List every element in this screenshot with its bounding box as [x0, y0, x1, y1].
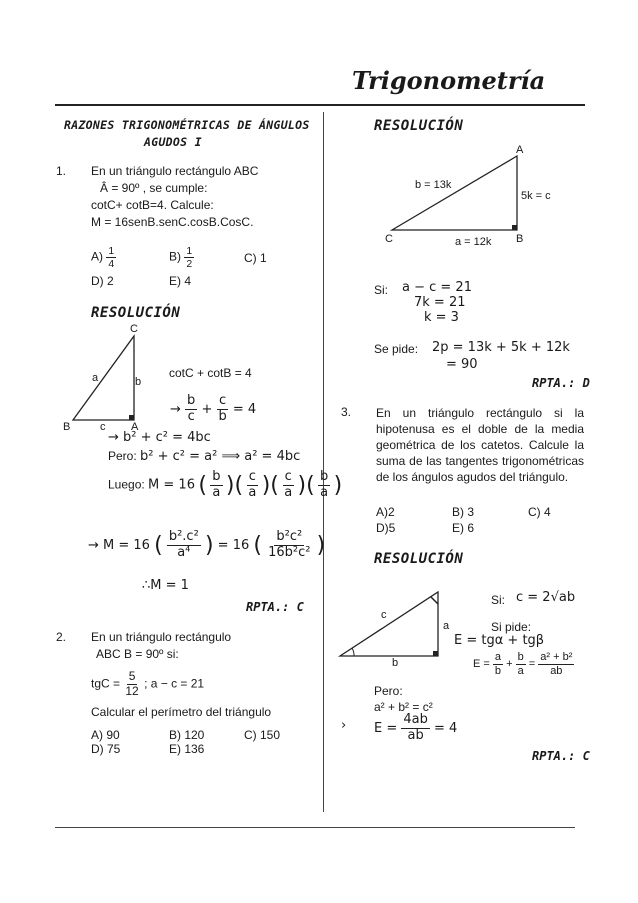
p2-triangle-diagram	[380, 150, 530, 240]
p2-number: 2.	[56, 630, 67, 644]
section-title-line2: AGUDOS I	[144, 135, 202, 149]
p2-side-b: b = 13k	[415, 179, 452, 191]
p1-number: 1.	[56, 164, 67, 178]
p3-si-label: Si:	[491, 593, 506, 607]
p2-rpta: RPTA.: D	[532, 376, 590, 390]
p1-m-expression: → M = 16 ( $\frac{\text{b².c²}}{\text{a⁴}}$ ) = 16 ( $\frac{\text{b²c²}}{\text{16b²c²}}$ )	[88, 529, 326, 560]
p1-line2: Â = 90º , se cumple:	[100, 181, 208, 195]
p1-side-b: b	[135, 376, 142, 388]
p1-vertex-a: A	[131, 421, 139, 433]
p3-option-c: C) 4	[528, 505, 551, 519]
p2-si-2: 7k = 21	[414, 295, 466, 310]
p1-line4: M = 16senB.senC.cosB.CosC.	[91, 215, 254, 229]
p3-option-a: A)2	[376, 505, 395, 519]
column-divider	[323, 112, 324, 812]
p3-rpta: RPTA.: C	[532, 749, 590, 763]
p3-triangle-diagram	[334, 586, 449, 661]
p1-result: ∴M = 1	[142, 578, 189, 593]
p3-side-b: b	[392, 657, 399, 669]
p3-pide-eq: E = tgα + tgβ	[454, 633, 545, 648]
p1-luego: Luego: M = 16 ( $\frac{b}{a}$ )( $\frac{c}{a}$ )( $\frac{c}{a}$ )( $\frac{b}{a}$ )	[108, 469, 343, 500]
p3-final-expression: E = $\frac{4ab}{ab}$ = 4	[374, 712, 458, 743]
p3-option-b: B) 3	[452, 505, 475, 519]
footer-rule	[55, 827, 575, 828]
p2-si-label: Si:	[374, 283, 389, 297]
p1-option-a: A) $\frac{1}{4}$	[91, 245, 115, 271]
p2-pide-2: = 90	[446, 357, 478, 372]
p2-tgc: tgC = $\frac{5}{12}$ ; a − c = 21	[91, 669, 205, 698]
p3-side-a: a	[443, 620, 450, 632]
header-rule	[55, 104, 585, 106]
p2-pide-label: Se pide:	[374, 342, 419, 356]
p3-text: En un triángulo rectángulo si la hipotenusa es el doble de la media geométrica de los catetos. Calcule la suma de las tangentes trigonométricas de los ángulos agudos del triángulo.	[376, 406, 584, 484]
p1-eq3: → b² + c² = 4bc	[108, 430, 211, 445]
p1-option-e: E) 4	[169, 274, 192, 288]
p3-pero-label: Pero:	[374, 684, 403, 698]
p3-e-expression: E = $\frac{a}{b}$ + $\frac{b}{a}$ = $\frac{\text{a² + b²}}{ab}$	[473, 651, 573, 677]
p1-rpta: RPTA.: C	[246, 600, 304, 614]
section-title-line1: RAZONES TRIGONOMÉTRICAS DE ÁNGULOS	[64, 118, 310, 132]
p2-option-d: D) 75	[91, 742, 121, 756]
p2-pide-1: 2p = 13k + 5k + 12k	[432, 340, 570, 355]
header-title: Trigonometría	[352, 66, 546, 95]
p2-si-3: k = 3	[424, 310, 459, 325]
p2-vertex-a: A	[516, 144, 524, 156]
p1-pero: Pero: b² + c² = a² ⟹ a² = 4bc	[108, 449, 301, 464]
p2-side-a: a = 12k	[455, 236, 492, 248]
p2-line1: En un triángulo rectángulo	[91, 630, 232, 644]
p2-line4: Calcular el perímetro del triángulo	[91, 705, 272, 719]
p3-si-eq: c = 2√ab	[516, 590, 576, 605]
p1-line1: En un triángulo rectángulo ABC	[91, 164, 259, 178]
p1-option-c: C) 1	[244, 251, 267, 265]
p3-option-d: D)5	[376, 521, 396, 535]
p1-vertex-c: C	[130, 323, 138, 335]
p3-number: 3.	[341, 405, 352, 419]
p1-eq1: cotC + cotB = 4	[169, 366, 252, 380]
p2-resolucion: RESOLUCIÓN	[374, 118, 464, 134]
p2-vertex-b: B	[516, 233, 524, 245]
p1-resolucion: RESOLUCIÓN	[91, 305, 181, 321]
p1-vertex-b: B	[63, 421, 71, 433]
p1-eq2: → $\frac{b}{c}$ + $\frac{c}{b}$ = 4	[170, 393, 257, 424]
p1-triangle-diagram	[55, 322, 165, 434]
p3-pide-label: Si pide:	[491, 620, 532, 634]
p1-option-b: B) $\frac{1}{2}$	[169, 245, 193, 271]
p2-vertex-c: C	[385, 233, 393, 245]
p3-final-arrow: ›	[341, 718, 347, 733]
p1-side-a: a	[92, 372, 99, 384]
p1-line3: cotC+ cotB=4. Calcule:	[91, 198, 214, 212]
p2-option-b: B) 120	[169, 728, 205, 742]
p3-resolucion: RESOLUCIÓN	[374, 551, 464, 567]
p1-option-d: D) 2	[91, 274, 114, 288]
p2-option-c: C) 150	[244, 728, 281, 742]
p1-side-c: c	[100, 421, 106, 433]
p2-side-c: 5k = c	[521, 190, 551, 202]
p2-line2: ABC B = 90º si:	[96, 647, 179, 661]
p2-si-1: a − c = 21	[402, 280, 472, 295]
p2-option-e: E) 136	[169, 742, 205, 756]
p2-option-a: A) 90	[91, 728, 120, 742]
p3-option-e: E) 6	[452, 521, 475, 535]
p3-pero-eq: a² + b² = c²	[374, 700, 433, 714]
p3-side-c: c	[381, 609, 387, 621]
